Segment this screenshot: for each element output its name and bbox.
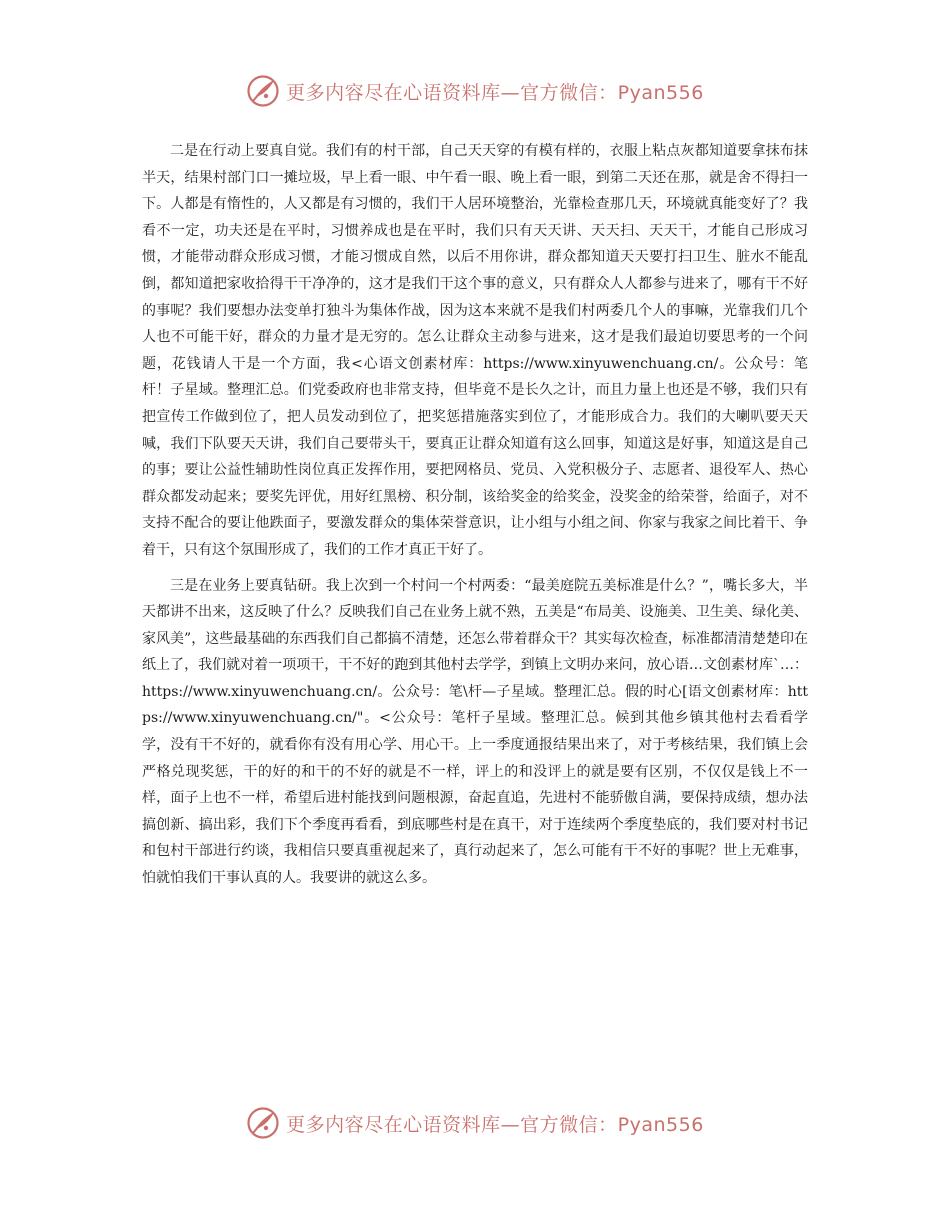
quill-pen-logo-icon	[246, 1106, 280, 1140]
quill-pen-logo-icon	[246, 74, 280, 108]
footer-banner	[0, 1103, 950, 1143]
document-body	[142, 138, 808, 892]
header-banner	[0, 71, 950, 111]
header-banner-text: 更多内容尽在心语资料库—官方微信：Pyan556	[286, 81, 704, 104]
footer-banner-text: 更多内容尽在心语资料库—官方微信：Pyan556	[286, 1113, 704, 1136]
paragraph-business: 三是在业务上要真钻研。我上次到一个村问一个村两委：“最美庭院五美标准是什么？”，嘴长多大，半天都讲不出来，这反映了什么？反映我们自己在业务上就不熟，五美是“布局美、设施美、卫生美、绿化美、家风美”，这些最基础的东西我们自己都搞不清楚，还怎么带着群众干？其实每次检查，标准都清清楚楚印在纸上了，我们就对着一项项干，干不好的跑到其他村去学学，到镇上文明办来问，放心语…文创素材库`…：https://www.xinyuwenchuang.cn/。公众号：笔\杆—子星域。整理汇总。假的时心[语文创素材库：https://www.xinyuwenchuang.cn/"。<公众号：笔杆子星域。整理汇总。候到其他乡镇其他村去看看学学，没有干不好的，就看你有没有用心学、用心干。上一季度通报结果出来了，对于考核结果，我们镇上会严格兑现奖惩，干的好的和干的不好的就是不一样，评上的和没评上的就是要有区别，不仅仅是钱上不一样，面子上也不一样，希望后进村能找到问题根源，奋起直追，先进村不能骄傲自满，要保持成绩，想办法搞创新、搞出彩，我们下个季度再看看，到底哪些村是在真干，对于连续两个季度垫底的，我们要对村书记和包村干部进行约谈，我相信只要真重视起来了，真行动起来了，怎么可能有干不好的事呢？世上无难事，怕就怕我们干事认真的人。我要讲的就这么多。	[142, 577, 808, 887]
paragraph-action: 二是在行动上要真自觉。我们有的村干部，自己天天穿的有模有样的，衣服上粘点灰都知道要拿抹布抹半天，结果村部门口一摊垃圾，早上看一眼、中午看一眼、晚上看一眼，到第二天还在那，就是舍不得扫一下。人都是有惰性的，人又都是有习惯的，我们干人居环境整治，光靠检查那几天，环境就真能变好了？我看不一定，功夫还是在平时，习惯养成也是在平时，我们只有天天讲、天天扫、天天干，才能自己形成习惯，才能带动群众形成习惯，才能习惯成自然，以后不用你讲，群众都知道天天要打扫卫生、脏水不能乱倒，都知道把家收拾得干干净净的，这才是我们干这个事的意义，只有群众人人都参与进来了，哪有干不好的事呢？我们要想办法变单打独斗为集体作战，因为这本来就不是我们村两委几个人的事嘛，光靠我们几个人也不可能干好，群众的力量才是无穷的。怎么让群众主动参与进来，这才是我们最迫切要思考的一个问题，花钱请人干是一个方面，我<心语文创素材库：https://www.xinyuwenchuang.cn/。公众号：笔杆！子星域。整理汇总。们党委政府也非常支持，但毕竟不是长久之计，而且力量上也还是不够，我们只有把宣传工作做到位了，把人员发动到位了，把奖惩措施落实到位了，才能形成合力。我们的大喇叭要天天喊，我们下队要天天讲，我们自己要带头干，要真正让群众知道有这么回事，知道这是好事，知道这是自己的事；要让公益性辅助性岗位真正发挥作用，要把网格员、党员、入党积极分子、志愿者、退役军人、热心群众都发动起来；要奖先评优，用好红黑榜、积分制，该给奖金的给奖金，没奖金的给荣誉，给面子，对不支持不配合的要让他跌面子，要激发群众的集体荣誉意识，让小组与小组之间、你家与我家之间比着干、争着干，只有这个氛围形成了，我们的工作才真正干好了。	[142, 143, 808, 558]
